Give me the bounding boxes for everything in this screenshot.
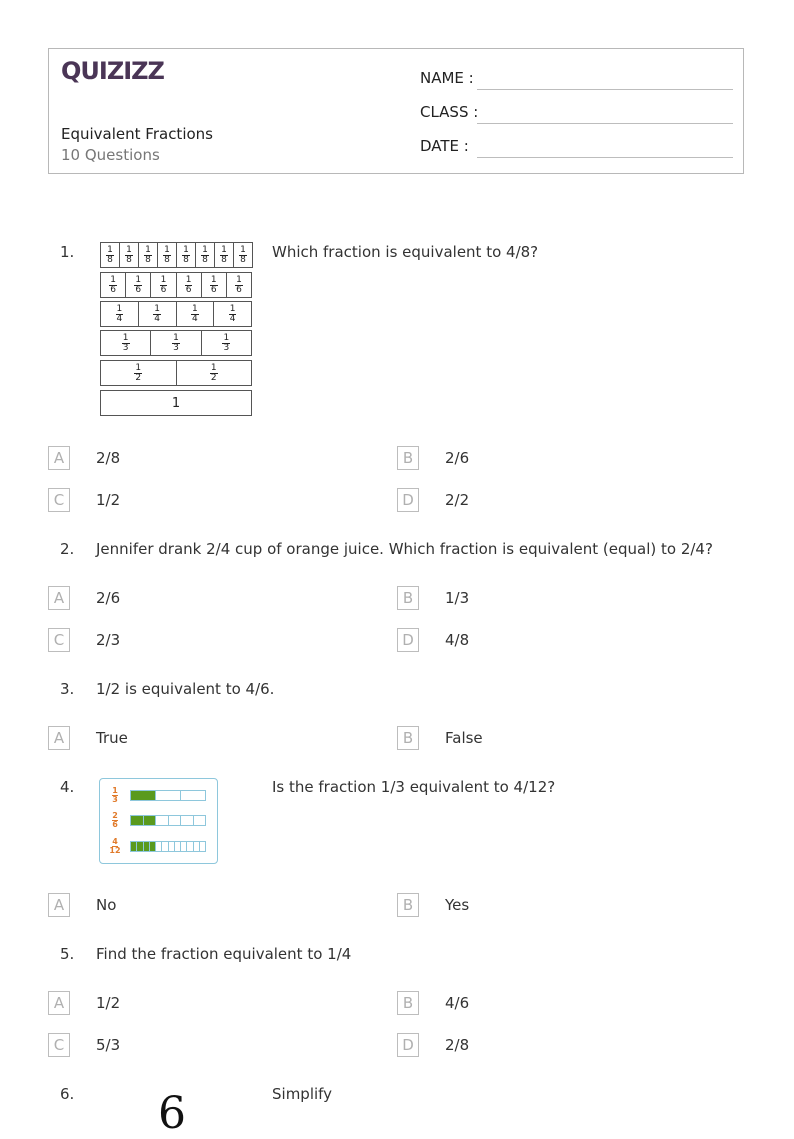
fraction-label	[108, 812, 122, 829]
fraction-numerator: 1	[160, 274, 167, 285]
option-text[interactable]: No	[96, 896, 117, 914]
fraction-numerator: 1	[116, 303, 123, 314]
fraction-bar-segment	[156, 791, 181, 800]
fraction-denominator: 8	[107, 254, 113, 265]
question-number: 4.	[60, 778, 75, 796]
fraction-numerator: 1	[210, 362, 217, 373]
option-letter-a[interactable]: A	[48, 726, 70, 750]
option-letter-a[interactable]: A	[48, 991, 70, 1015]
fraction-numerator: 1	[126, 244, 132, 255]
fraction-wall-cell	[196, 243, 215, 267]
fraction-denominator: 4	[116, 313, 123, 324]
fraction-numerator: 1	[183, 244, 189, 255]
fraction-denominator: 12	[109, 845, 121, 855]
fraction-numerator: 1	[210, 274, 217, 285]
fraction-numerator: 1	[192, 303, 198, 314]
fraction-wall-cell	[177, 302, 215, 326]
fraction-numerator: 1	[107, 244, 113, 255]
fraction-bar-row	[108, 838, 206, 854]
fraction-bar-segment	[181, 816, 194, 825]
option-text[interactable]: 5/3	[96, 1036, 121, 1054]
fraction-wall-cell	[158, 243, 177, 267]
fraction-denominator: 3	[112, 794, 118, 804]
option-letter-b[interactable]: B	[397, 893, 419, 917]
option-letter-c[interactable]: C	[48, 488, 70, 512]
fraction-denominator: 3	[223, 342, 230, 353]
fraction-numerator: 1	[223, 332, 230, 343]
question-number: 5.	[60, 945, 75, 963]
fraction-denominator: 8	[145, 254, 151, 265]
fraction-bar-row	[108, 812, 206, 828]
option-text[interactable]: 4/8	[445, 631, 470, 649]
fraction-numerator: 1	[145, 244, 151, 255]
fraction-wall-cell	[177, 273, 202, 297]
fraction-wall-cell	[101, 243, 120, 267]
option-text[interactable]: 2/2	[445, 491, 470, 509]
fraction-wall-cell	[177, 243, 196, 267]
fraction-denominator: 3	[173, 342, 179, 353]
quizizz-logo: QUIZIZZ	[61, 57, 164, 85]
class-line[interactable]	[477, 123, 733, 124]
fraction-wall-row	[100, 330, 252, 356]
fraction-wall-cell	[151, 273, 176, 297]
fraction-wall-image	[99, 242, 255, 418]
fraction-numerator: 4	[112, 836, 118, 846]
fraction-denominator: 4	[229, 313, 236, 324]
fraction-denominator: 8	[126, 254, 132, 265]
fraction-wall-cell	[139, 302, 177, 326]
fraction-numerator: 1	[135, 274, 142, 285]
option-letter-b[interactable]: B	[397, 726, 419, 750]
question-number: 2.	[60, 540, 75, 558]
worksheet-title: Equivalent Fractions	[61, 125, 213, 143]
fraction-wall-cell	[215, 243, 234, 267]
option-text[interactable]: 4/6	[445, 994, 470, 1012]
question-text: Is the fraction 1/3 equivalent to 4/12?	[272, 778, 556, 796]
fraction-bar	[130, 841, 206, 852]
fraction-denominator: 3	[122, 342, 129, 353]
option-letter-a[interactable]: A	[48, 586, 70, 610]
option-text[interactable]: 1/3	[445, 589, 470, 607]
fraction-bar	[130, 790, 206, 801]
fraction-numerator: 1	[173, 332, 179, 343]
fraction-wall-cell	[227, 273, 251, 297]
question-text: Which fraction is equivalent to 4/8?	[272, 243, 539, 261]
fraction-numerator: 1	[202, 244, 208, 255]
option-letter-a[interactable]: A	[48, 446, 70, 470]
fraction-bars-image	[99, 778, 218, 864]
fraction-wall-row	[100, 360, 252, 386]
fraction-denominator: 6	[110, 284, 116, 295]
question-figure: 6	[158, 1088, 186, 1139]
fraction-bar-segment-filled	[131, 791, 156, 800]
fraction-numerator: 1	[240, 244, 246, 255]
fraction-numerator: 1	[110, 274, 116, 285]
question-text: Simplify	[272, 1085, 333, 1103]
question-number: 3.	[60, 680, 75, 698]
fraction-wall-row	[100, 242, 253, 268]
fraction-denominator: 8	[240, 254, 246, 265]
fraction-wall-whole-label: 1	[171, 395, 181, 411]
fraction-denominator: 6	[112, 819, 118, 829]
fraction-wall-cell	[151, 331, 201, 355]
option-letter-b[interactable]: B	[397, 446, 419, 470]
fraction-wall-cell	[202, 273, 227, 297]
option-text[interactable]: False	[445, 729, 483, 747]
question-count: 10 Questions	[61, 146, 160, 164]
fraction-numerator: 1	[164, 244, 170, 255]
fraction-wall-cell	[101, 331, 151, 355]
question-number: 6.	[60, 1085, 75, 1103]
fraction-numerator: 1	[154, 303, 160, 314]
fraction-wall-cell	[214, 302, 251, 326]
fraction-bar-segment	[181, 791, 205, 800]
fraction-bar-row	[108, 787, 206, 803]
fraction-denominator: 8	[221, 254, 227, 265]
option-letter-d[interactable]: D	[397, 628, 419, 652]
fraction-bar-segment	[200, 842, 205, 851]
fraction-denominator: 6	[236, 284, 242, 295]
worksheet-header	[48, 48, 744, 174]
option-text[interactable]: 2/3	[96, 631, 121, 649]
fraction-denominator: 6	[160, 284, 167, 295]
question-text: Jennifer drank 2/4 cup of orange juice. Which fraction is equivalent (equal) to 2/4?	[96, 540, 713, 558]
option-text[interactable]: 2/8	[96, 449, 121, 467]
fraction-wall-cell	[234, 243, 252, 267]
fraction-bar	[130, 815, 206, 826]
fraction-bar-segment-filled	[131, 816, 144, 825]
fraction-wall-cell	[120, 243, 139, 267]
fraction-bar-segment	[169, 816, 182, 825]
option-letter-d[interactable]: D	[397, 488, 419, 512]
fraction-denominator: 8	[183, 254, 189, 265]
name-line[interactable]	[477, 89, 733, 90]
fraction-numerator: 1	[236, 274, 242, 285]
fraction-numerator: 1	[135, 362, 142, 373]
fraction-label	[108, 838, 122, 855]
question-text: 1/2 is equivalent to 4/6.	[96, 680, 275, 698]
fraction-denominator: 8	[202, 254, 208, 265]
fraction-wall-whole	[100, 390, 252, 416]
fraction-label	[108, 787, 122, 804]
fraction-denominator: 4	[192, 313, 198, 324]
option-text[interactable]: 2/6	[96, 589, 121, 607]
option-letter-c[interactable]: C	[48, 1033, 70, 1057]
question-number: 1.	[60, 243, 75, 261]
date-label: DATE :	[420, 137, 469, 155]
fraction-wall-row	[100, 301, 252, 327]
fraction-denominator: 6	[210, 284, 217, 295]
fraction-numerator: 1	[229, 303, 236, 314]
fraction-denominator: 2	[210, 372, 217, 383]
option-text[interactable]: 2/8	[445, 1036, 470, 1054]
fraction-wall-cell	[101, 273, 126, 297]
fraction-numerator: 1	[185, 274, 192, 285]
fraction-denominator: 4	[154, 313, 160, 324]
fraction-wall-cell	[126, 273, 151, 297]
class-label: CLASS :	[420, 103, 479, 121]
option-letter-b[interactable]: B	[397, 586, 419, 610]
fraction-numerator: 2	[112, 810, 118, 820]
fraction-denominator: 6	[185, 284, 192, 295]
fraction-denominator: 6	[135, 284, 142, 295]
fraction-denominator: 2	[135, 372, 142, 383]
fraction-wall-cell	[202, 331, 251, 355]
fraction-wall-cell	[139, 243, 158, 267]
option-letter-a[interactable]: A	[48, 893, 70, 917]
option-letter-b[interactable]: B	[397, 991, 419, 1015]
fraction-bar-segment	[156, 816, 169, 825]
option-text[interactable]: 2/6	[445, 449, 470, 467]
fraction-numerator: 1	[112, 785, 118, 795]
option-letter-c[interactable]: C	[48, 628, 70, 652]
name-label: NAME :	[420, 69, 474, 87]
option-text[interactable]: 1/2	[96, 491, 121, 509]
fraction-numerator: 1	[221, 244, 227, 255]
fraction-wall-cell	[101, 302, 139, 326]
fraction-numerator: 1	[122, 332, 129, 343]
question-text: Find the fraction equivalent to 1/4	[96, 945, 352, 963]
date-line[interactable]	[477, 157, 733, 158]
fraction-denominator: 8	[164, 254, 170, 265]
fraction-bar-segment	[194, 816, 206, 825]
fraction-wall-cell	[101, 361, 177, 385]
fraction-wall-row	[100, 272, 252, 298]
option-text[interactable]: True	[96, 729, 128, 747]
fraction-wall-cell	[177, 361, 252, 385]
option-letter-d[interactable]: D	[397, 1033, 419, 1057]
option-text[interactable]: 1/2	[96, 994, 121, 1012]
option-text[interactable]: Yes	[445, 896, 470, 914]
fraction-bar-segment-filled	[144, 816, 157, 825]
